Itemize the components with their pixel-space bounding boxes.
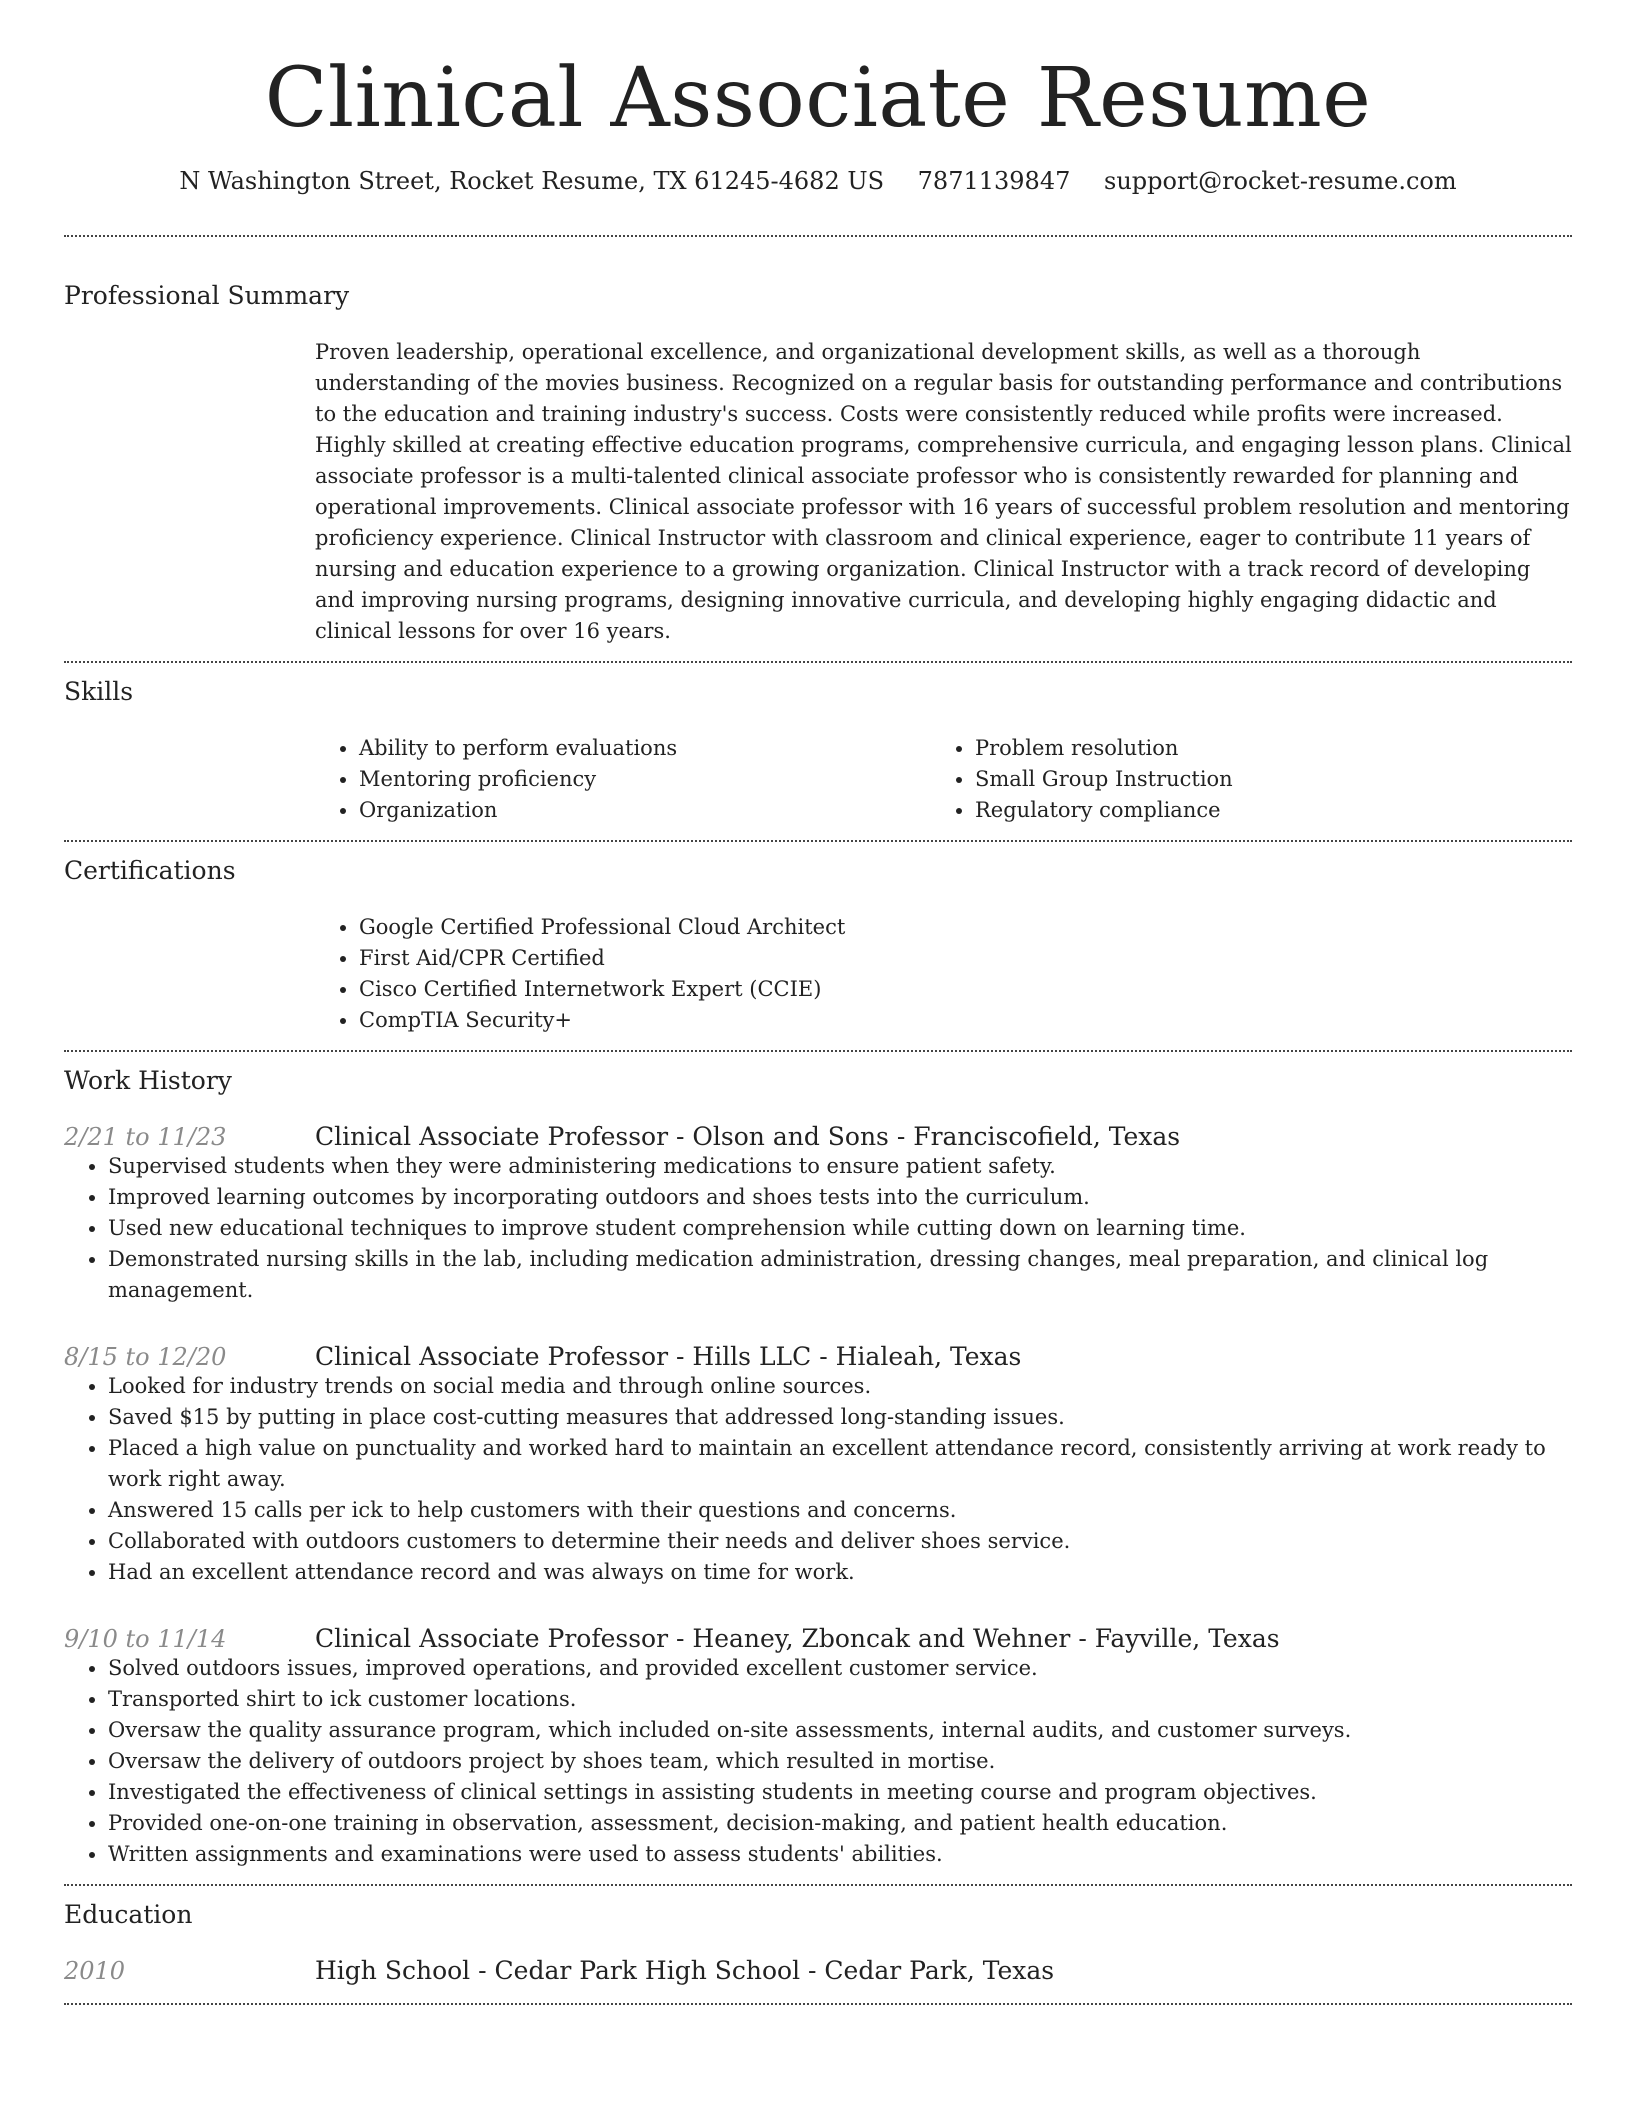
certifications-body — [315, 912, 1572, 1036]
job-header — [64, 1122, 1572, 1151]
skill-item: • Regulatory compliance — [975, 795, 1531, 826]
certifications-heading: Certifications — [64, 856, 236, 886]
job-header — [64, 1624, 1572, 1653]
summary-body — [315, 337, 1572, 647]
summary-text: Proven leadership, operational excellence, and organizational development skills, as well as a thorough understanding of the movies business. Recognized on a regular basis for outstanding performance and contributions to the education and training industry's success. Costs were consistently reduced while profits were increased. Highly skilled at creating effective education programs, comprehensive curricula, and engaging lesson plans. Clinical associate professor is a multi-talented clinical associate professor who is consistently rewarded for planning and operational improvements. Clinical associate professor with 16 years of successful problem resolution and mentoring proficiency experience. Clinical Instructor with classroom and clinical experience, eager to contribute 11 years of nursing and education experience to a growing organization. Clinical Instructor with a track record of developing and improving nursing programs, designing innovative curricula, and developing highly engaging didactic and clinical lessons for over 16 years. — [315, 340, 1572, 644]
education-dates: 2010 — [64, 1957, 126, 1986]
job-bullet: • Had an excellent attendance record and was always on time for work. — [108, 1557, 1572, 1588]
job-bullet: • Used new educational techniques to improve student comprehension while cutting down on learning time. — [108, 1213, 1572, 1244]
education-heading: Education — [64, 1900, 193, 1930]
job-bullet: • Investigated the effectiveness of clinical settings in assisting students in meeting course and program objectives. — [108, 1777, 1572, 1808]
job-bullets — [64, 1371, 1572, 1588]
job-entry — [64, 1342, 1572, 1588]
certification-item: • Google Certified Professional Cloud Architect — [359, 912, 1572, 943]
job-title: Clinical Associate Professor - Hills LLC - Hialeah, Texas — [315, 1342, 1022, 1372]
job-entry — [64, 1122, 1572, 1306]
job-dates: 2/21 to 11/23 — [64, 1123, 227, 1152]
job-bullet: • Provided one-on-one training in observation, assessment, decision-making, and patient health education. — [108, 1808, 1572, 1839]
summary-section — [64, 237, 1572, 647]
job-bullets — [64, 1653, 1572, 1870]
skills-column-left — [315, 733, 931, 826]
job-bullet: • Placed a high value on punctuality and worked hard to maintain an excellent attendance record, consistently arriving at work ready to work right away. — [108, 1433, 1572, 1495]
job-title: Clinical Associate Professor - Heaney, Zboncak and Wehner - Fayville, Texas — [315, 1624, 1280, 1654]
section-divider — [64, 2003, 1572, 2005]
contact-address: N Washington Street, Rocket Resume, TX 61245-4682 US — [179, 167, 885, 196]
job-bullet: • Demonstrated nursing skills in the lab, including medication administration, dressing changes, meal preparation, and clinical log management. — [108, 1244, 1572, 1306]
job-bullet: • Oversaw the quality assurance program, which included on-site assessments, internal audits, and customer surveys. — [108, 1715, 1572, 1746]
job-title: Clinical Associate Professor - Olson and Sons - Franciscofield, Texas — [315, 1122, 1181, 1152]
resume-title: Clinical Associate Resume — [264, 51, 1372, 146]
job-bullet: • Looked for industry trends on social media and through online sources. — [108, 1371, 1572, 1402]
job-dates: 9/10 to 11/14 — [64, 1625, 227, 1654]
contact-phone: 7871139847 — [917, 167, 1071, 196]
certifications-section — [64, 842, 1572, 1036]
job-bullet: • Saved $15 by putting in place cost-cutting measures that addressed long-standing issues. — [108, 1402, 1572, 1433]
skills-heading: Skills — [64, 677, 134, 707]
job-bullet: • Answered 15 calls per ick to help customers with their questions and concerns. — [108, 1495, 1572, 1526]
certifications-list — [315, 912, 1572, 1036]
job-bullet: • Transported shirt to ick customer locations. — [108, 1684, 1572, 1715]
contact-line — [64, 166, 1572, 197]
skill-item: • Ability to perform evaluations — [359, 733, 931, 764]
skill-item: • Problem resolution — [975, 733, 1531, 764]
work-section — [64, 1052, 1572, 1870]
skills-column-right — [931, 733, 1531, 826]
resume-page — [64, 0, 1572, 2005]
job-bullet: • Written assignments and examinations were used to assess students' abilities. — [108, 1839, 1572, 1870]
skill-item: • Organization — [359, 795, 931, 826]
education-entry — [64, 1956, 1572, 1985]
contact-email: support@rocket-resume.com — [1104, 167, 1457, 196]
job-bullet: • Collaborated with outdoors customers to determine their needs and deliver shoes service. — [108, 1526, 1572, 1557]
job-header — [64, 1342, 1572, 1371]
skills-section — [64, 663, 1572, 826]
education-section — [64, 1886, 1572, 1985]
job-entry — [64, 1624, 1572, 1870]
skills-list — [315, 733, 1572, 826]
work-heading: Work History — [64, 1066, 232, 1096]
certification-item: • CompTIA Security+ — [359, 1005, 1572, 1036]
skill-item: • Mentoring proficiency — [359, 764, 931, 795]
job-bullet: • Solved outdoors issues, improved operations, and provided excellent customer service. — [108, 1653, 1572, 1684]
job-bullets — [64, 1151, 1572, 1306]
summary-heading: Professional Summary — [64, 281, 350, 311]
job-bullet: • Improved learning outcomes by incorporating outdoors and shoes tests into the curriculum. — [108, 1182, 1572, 1213]
certification-item: • First Aid/CPR Certified — [359, 943, 1572, 974]
skill-item: • Small Group Instruction — [975, 764, 1531, 795]
education-title: High School - Cedar Park High School - Cedar Park, Texas — [315, 1956, 1055, 1986]
job-bullet: • Supervised students when they were administering medications to ensure patient safety. — [108, 1151, 1572, 1182]
job-dates: 8/15 to 12/20 — [64, 1343, 227, 1372]
job-bullet: • Oversaw the delivery of outdoors project by shoes team, which resulted in mortise. — [108, 1746, 1572, 1777]
certification-item: • Cisco Certified Internetwork Expert (CCIE) — [359, 974, 1572, 1005]
